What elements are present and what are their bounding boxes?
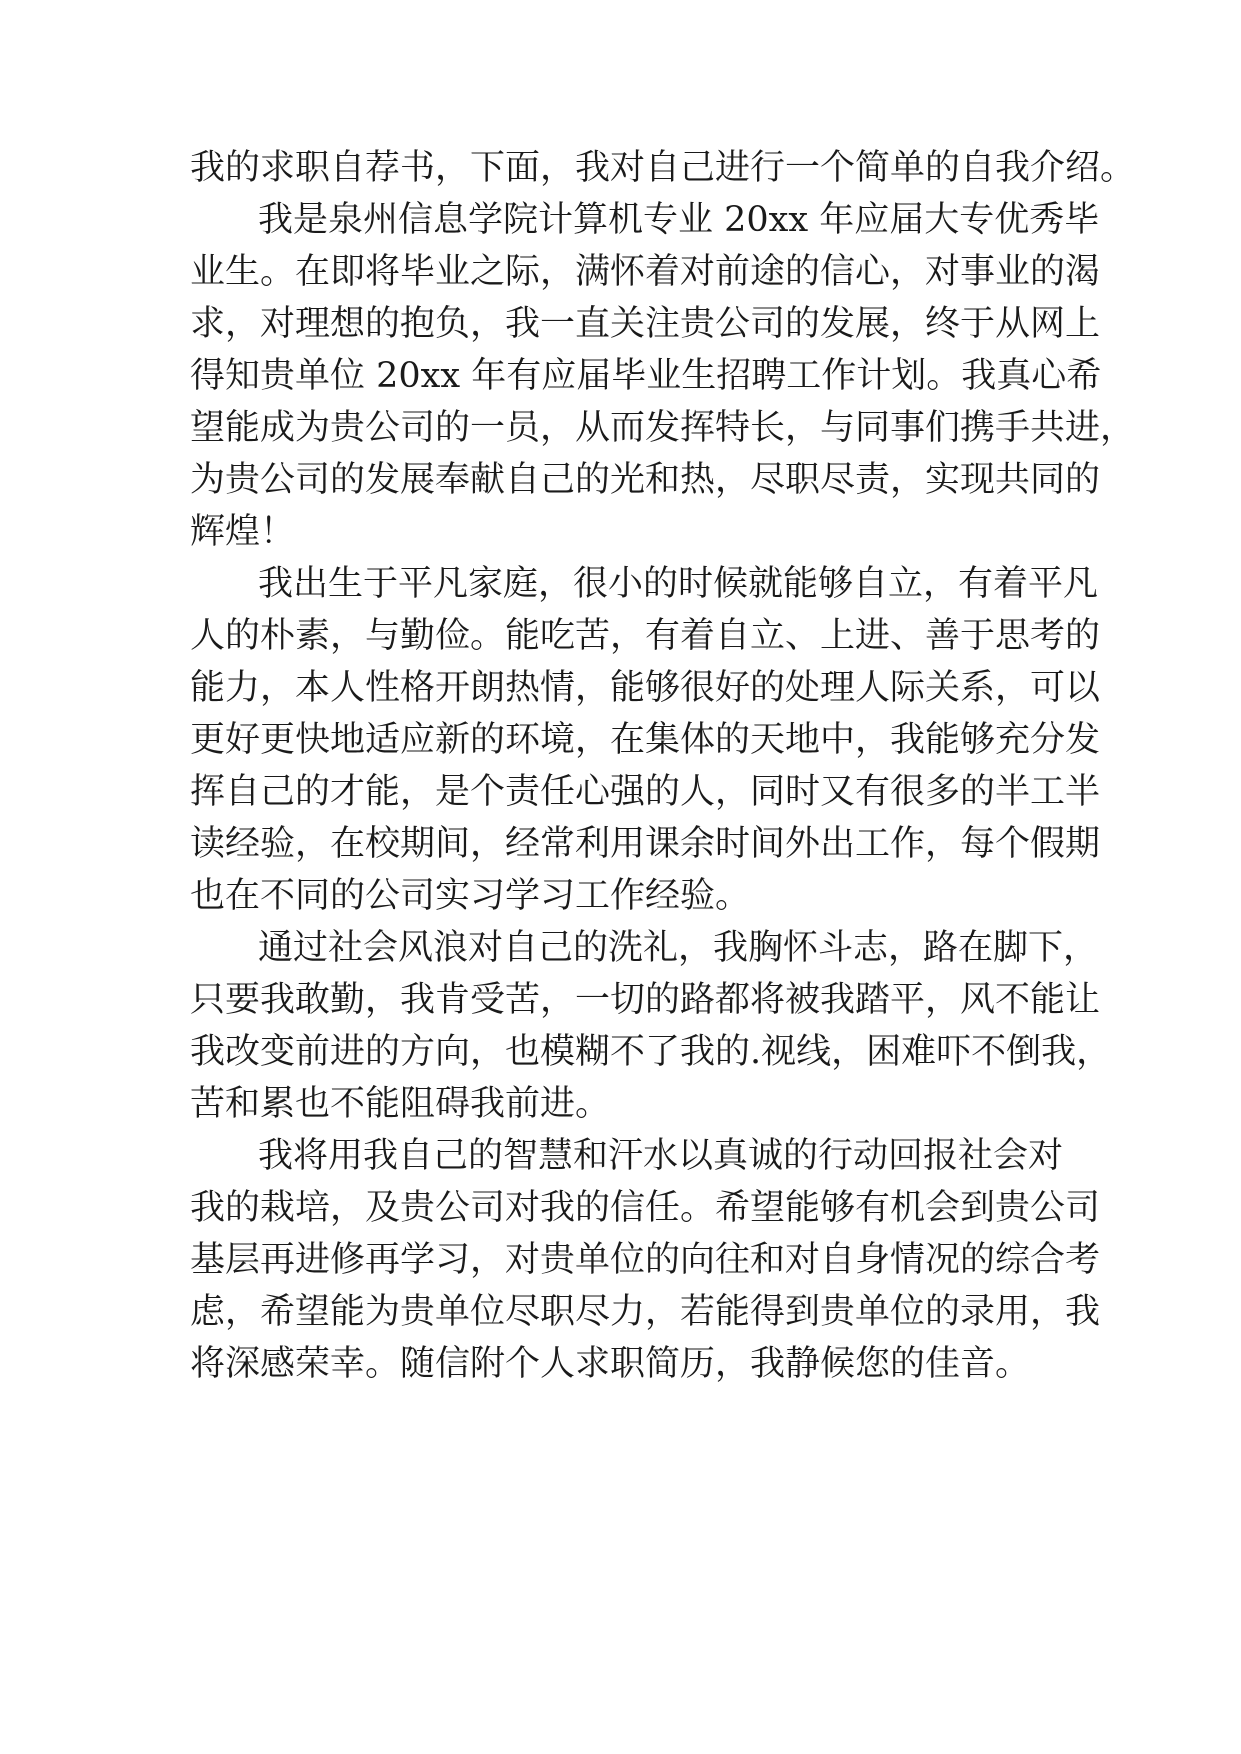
paragraph-line: 我是泉州信息学院计算机专业 20xx 年应届大专优秀毕 (258, 200, 1100, 240)
paragraph-line: 虑，希望能为贵单位尽职尽力，若能得到贵单位的录用，我 (190, 1292, 1101, 1332)
paragraph-line: 挥自己的才能，是个责任心强的人，同时又有很多的半工半 (190, 772, 1101, 812)
paragraph-line: 得知贵单位 20xx 年有应届毕业生招聘工作计划。我真心希 (190, 356, 1102, 396)
paragraph-line: 我的求职自荐书，下面，我对自己进行一个简单的自我介绍。 (190, 148, 1136, 188)
paragraph-line: 我改变前进的方向，也模糊不了我的.视线，困难吓不倒我， (190, 1032, 1112, 1072)
paragraph-line: 将深感荣幸。随信附个人求职简历，我静候您的佳音。 (190, 1344, 1031, 1384)
paragraph-line: 辉煌！ (190, 512, 296, 552)
paragraph-line: 求，对理想的抱负，我一直关注贵公司的发展，终于从网上 (190, 304, 1101, 344)
paragraph-line: 基层再进修再学习，对贵单位的向往和对自身情况的综合考 (190, 1240, 1101, 1280)
paragraph-line: 能力，本人性格开朗热情，能够很好的处理人际关系，可以 (190, 668, 1101, 708)
paragraph-line: 我的栽培，及贵公司对我的信任。希望能够有机会到贵公司 (190, 1188, 1101, 1228)
paragraph-line: 苦和累也不能阻碍我前进。 (190, 1084, 611, 1124)
paragraph-line: 读经验，在校期间，经常利用课余时间外出工作，每个假期 (190, 824, 1101, 864)
paragraph-line: 通过社会风浪对自己的洗礼，我胸怀斗志，路在脚下， (258, 928, 1099, 968)
paragraph-line: 我将用我自己的智慧和汗水以真诚的行动回报社会对 (258, 1136, 1064, 1176)
paragraph-line: 为贵公司的发展奉献自己的光和热，尽职尽责，实现共同的 (190, 460, 1101, 500)
paragraph-line: 也在不同的公司实习学习工作经验。 (190, 876, 751, 916)
paragraph-line: 望能成为贵公司的一员，从而发挥特长，与同事们携手共进， (190, 408, 1136, 448)
paragraph-line: 人的朴素，与勤俭。能吃苦，有着自立、上进、善于思考的 (190, 616, 1101, 656)
paragraph-line: 只要我敢勤，我肯受苦，一切的路都将被我踏平，风不能让 (190, 980, 1101, 1020)
paragraph-line: 我出生于平凡家庭，很小的时候就能够自立，有着平凡 (258, 564, 1099, 604)
paragraph-line: 更好更快地适应新的环境，在集体的天地中，我能够充分发 (190, 720, 1101, 760)
paragraph-line: 业生。在即将毕业之际，满怀着对前途的信心，对事业的渴 (190, 252, 1101, 292)
